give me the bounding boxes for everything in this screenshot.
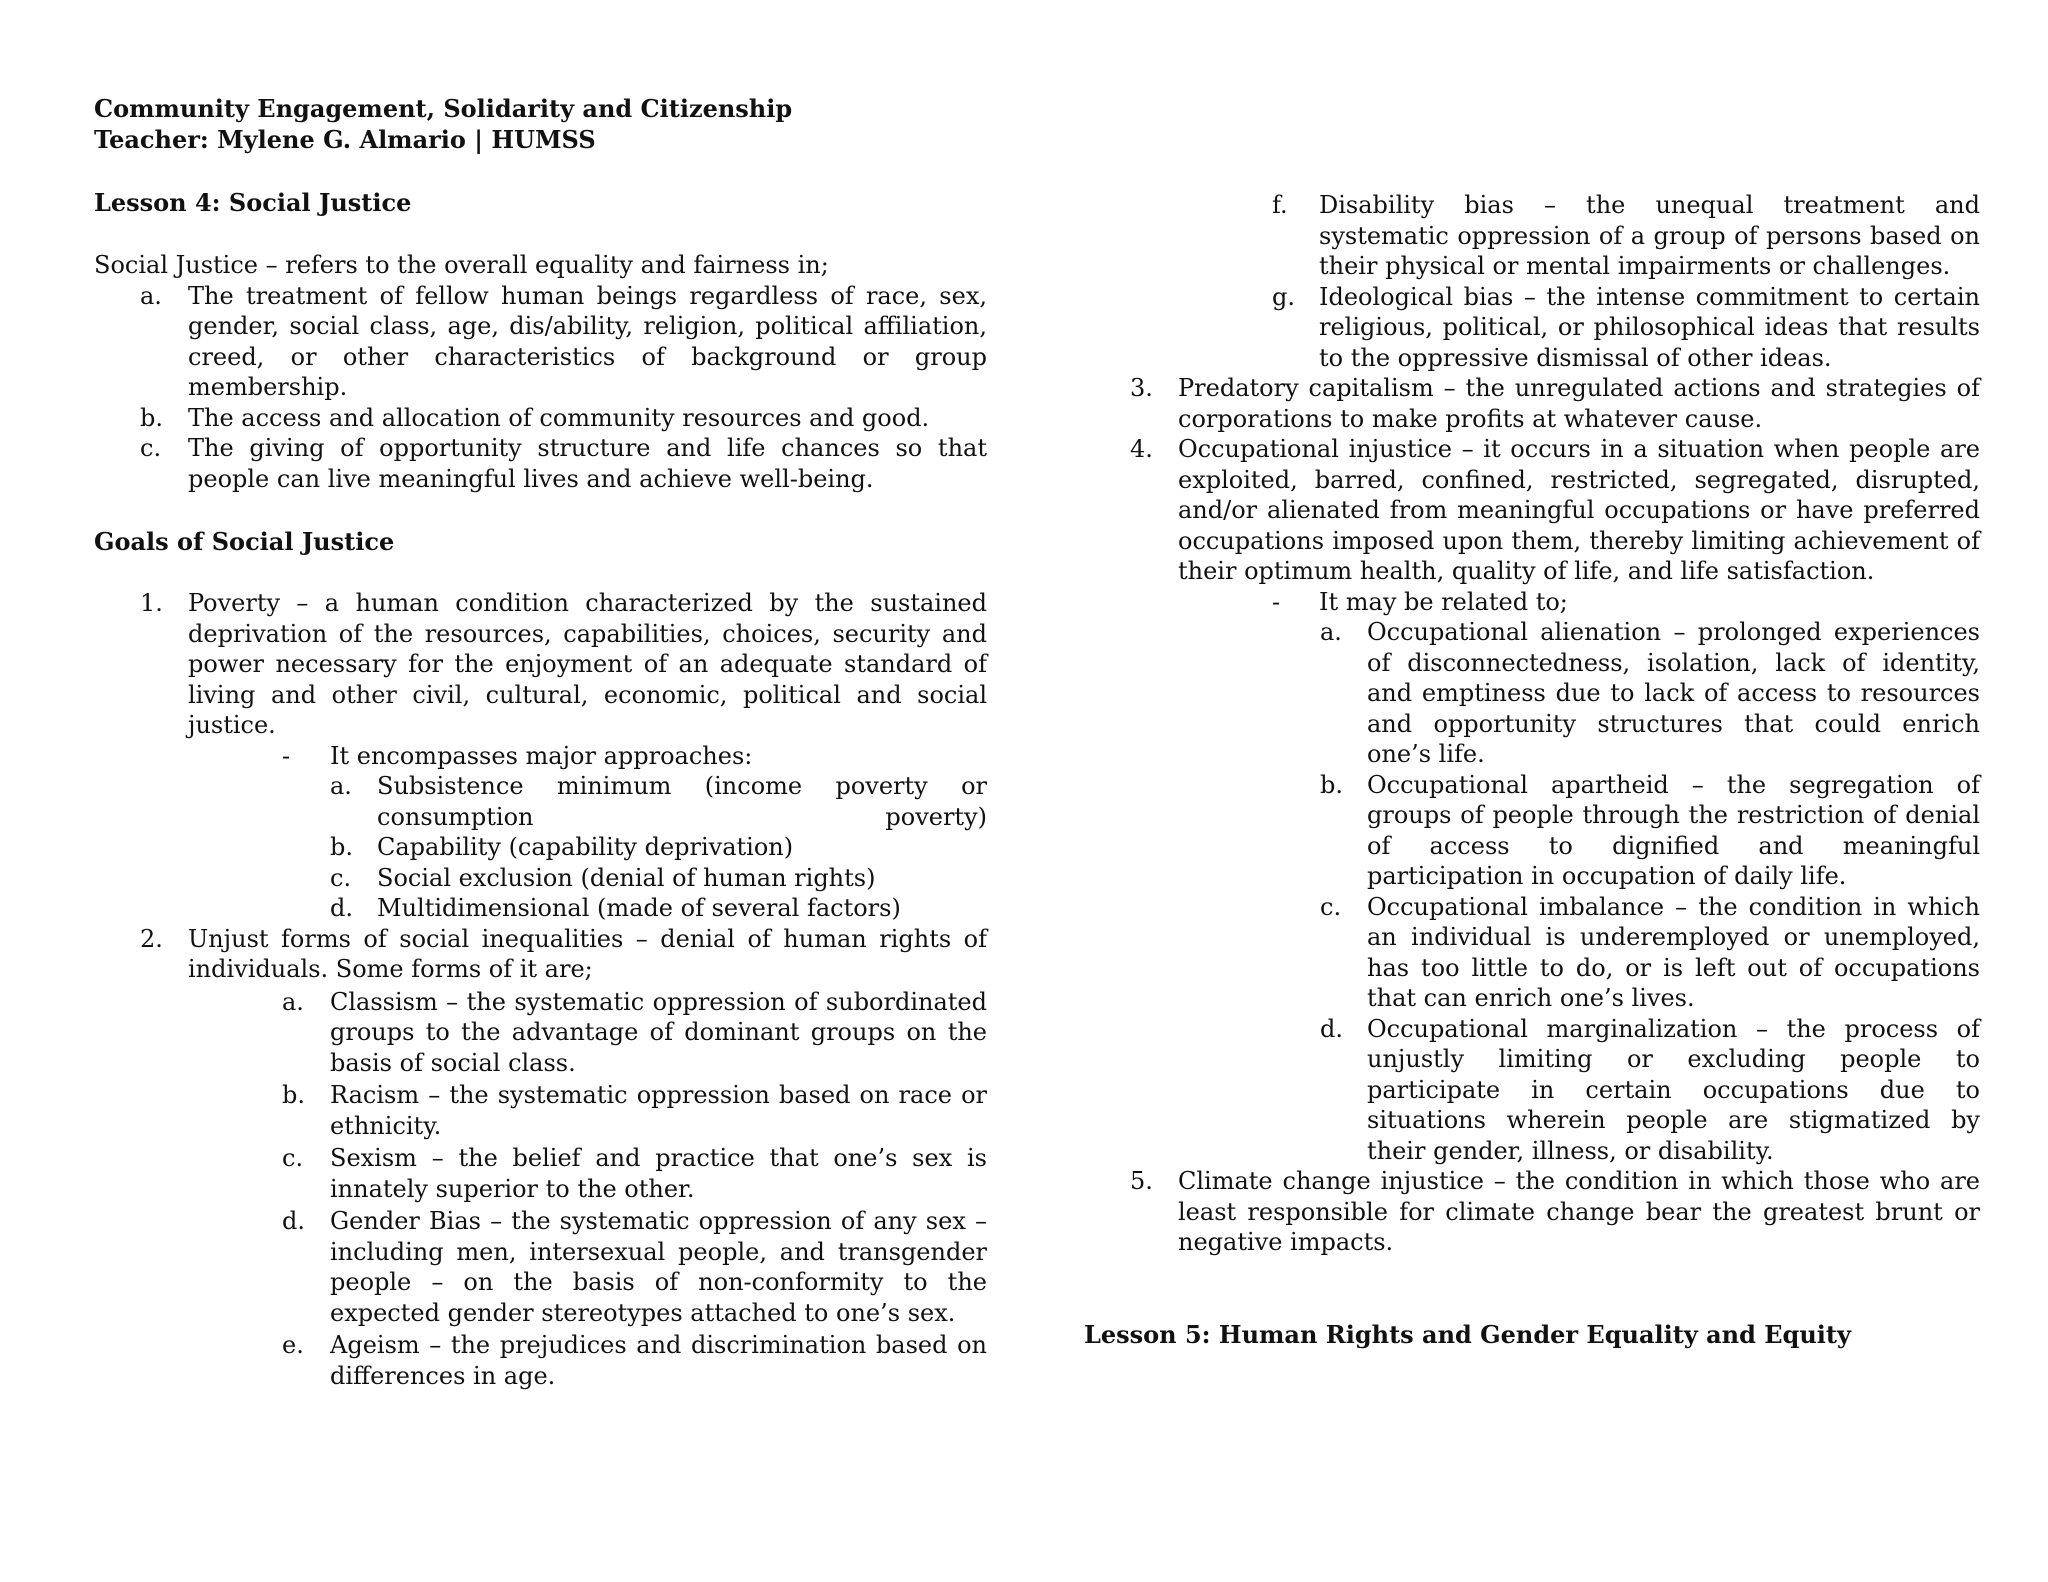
bullet-text: It encompasses major approaches: [330,741,753,770]
item-marker: b. [330,833,353,861]
item-text: The treatment of fellow human beings regardless of race, sex, gender, social class, age, dis/ability, religion, political affiliation, creed, or other characteristics of background or group membership. [188,281,987,401]
goal-marker: 5. [1130,1167,1153,1195]
goal-occupational-injustice [1084,434,1980,587]
approach-item [94,893,987,924]
item-text: Racism – the systematic oppression based on race or ethnicity. [330,1081,987,1140]
item-text: Occupational alienation – prolonged experiences of disconnectedness, isolation, lack of identity, and emptiness due to lack of access to resources and opportunity structures that could enrich one’s life. [1367,618,1980,768]
item-marker: a. [282,987,304,1016]
document-header [94,94,987,155]
item-marker: d. [330,894,353,922]
item-text: Occupational imbalance – the condition in which an individual is underemployed or unemployed, has too little to do, or is left out of occupations that can enrich one’s lives. [1367,892,1980,1012]
inequality-item [1084,190,1980,282]
bullet-item [1084,587,1980,618]
item-marker: b. [1320,770,1343,799]
bullet-marker: - [282,741,291,770]
bullet-marker: - [1272,587,1281,616]
occupational-item [1084,1014,1980,1167]
item-marker: a. [1320,618,1342,646]
occupational-item [1084,892,1980,1014]
item-text: Occupational apartheid – the segregation of groups of people through the restriction of denial of access to dignified and meaningful participation in occupation of daily life. [1367,770,1980,890]
goal-text: Occupational injustice – it occurs in a situation when people are exploited, barred, confined, restricted, segregated, disrupted, and/or alienated from meaningful occupations or have preferred occupations imposed upon them, thereby limiting achievement of their optimum health, quality of life, and life satisfaction. [1178,435,1980,585]
occupational-item [1084,770,1980,892]
item-marker: d. [282,1207,305,1235]
item-marker: a. [140,281,162,310]
goals-heading: Goals of Social Justice [94,527,395,556]
item-marker: c. [282,1144,304,1172]
item-text: Gender Bias – the systematic oppression of any sex – including men, intersexual people, and transgender people – on the basis of non-conformity to the expected gender stereotypes attached to one’s sex. [330,1207,987,1327]
item-text: Ageism – the prejudices and discrimination based on differences in age. [330,1331,987,1390]
item-text: Classism – the systematic oppression of subordinated groups to the advantage of dominant groups on the basis of social class. [330,987,987,1077]
item-text: The access and allocation of community resources and good. [188,403,930,432]
inequality-item [94,987,987,1079]
course-title: Community Engagement, Solidarity and Citizenship [94,94,793,123]
goal-marker: 2. [140,924,163,953]
goal-marker: 1. [140,589,163,617]
goal-text: Unjust forms of social inequalities – denial of human rights of individuals. Some forms of it are; [188,924,987,983]
goal-marker: 3. [1130,374,1153,402]
occupational-item [1084,617,1980,770]
definition-intro: Social Justice – refers to the overall equality and fairness in; [94,251,829,279]
goal-text: Climate change injustice – the condition in which those who are least responsible for climate change bear the greatest brunt or negative impacts. [1178,1167,1980,1256]
item-text: Sexism – the belief and practice that one’s sex is innately superior to the other. [330,1144,987,1203]
inequality-item [94,1080,987,1141]
inequality-item [94,1143,987,1204]
goal-social-inequalities [94,924,987,985]
item-text: Multidimensional (made of several factors) [377,894,901,922]
goals-list-right [1084,190,1980,1258]
definition-item [94,403,987,434]
bullet-text: It may be related to; [1319,587,1568,616]
goal-poverty [94,588,987,741]
item-marker: g. [1272,282,1295,311]
goal-marker: 4. [1130,435,1153,463]
approach-item [94,771,987,832]
goal-text: Poverty – a human condition characterized by the sustained deprivation of the resources, capabilities, choices, security and power necessary for the enjoyment of an adequate standard of living and other civil, cultural, economic, political and social justice. [188,589,987,739]
definition-item [94,281,987,403]
approach-item [94,863,987,894]
approach-item [94,832,987,863]
teacher-line: Teacher: Mylene G. Almario | HUMSS [94,124,596,154]
inequality-item [94,1330,987,1391]
item-text: Disability bias – the unequal treatment and systematic oppression of a group of persons based on their physical or mental impairments or challenges. [1319,191,1980,280]
item-text: Occupational marginalization – the process of unjustly limiting or excluding people to participate in certain occupations due to situations wherein people are stigmatized by their gender, illness, or disability. [1367,1014,1980,1165]
goals-list-left [94,588,987,1391]
item-marker: a. [330,772,352,800]
item-marker: b. [282,1081,305,1109]
item-text: The giving of opportunity structure and life chances so that people can live meaningful lives and achieve well-being. [188,434,987,493]
lesson4-title: Lesson 4: Social Justice [94,188,412,217]
item-text: Capability (capability deprivation) [377,833,794,861]
goal-text: Predatory capitalism – the unregulated actions and strategies of corporations to make profits at whatever cause. [1178,374,1980,433]
item-text: Social exclusion (denial of human rights) [377,863,876,892]
inequality-item [94,1206,987,1328]
item-marker: e. [282,1331,304,1359]
item-marker: d. [1320,1014,1343,1043]
bullet-item [94,741,987,772]
item-marker: c. [140,434,162,462]
item-marker: c. [1320,892,1342,921]
inequality-item [1084,282,1980,374]
item-marker: b. [140,403,163,432]
goal-climate-change-injustice [1084,1166,1980,1258]
item-text: Subsistence minimum (income poverty or consumption poverty) [377,772,987,831]
item-marker: f. [1272,191,1288,219]
item-text: Ideological bias – the intense commitment to certain religious, political, or philosophical ideas that results to the oppressive dismissal of other ideas. [1319,282,1980,372]
goal-predatory-capitalism [1084,373,1980,434]
definition-item [94,433,987,494]
lesson5-title: Lesson 5: Human Rights and Gender Equality and Equity [1084,1320,1851,1349]
social-justice-definition [94,250,987,494]
item-marker: c. [330,863,352,892]
